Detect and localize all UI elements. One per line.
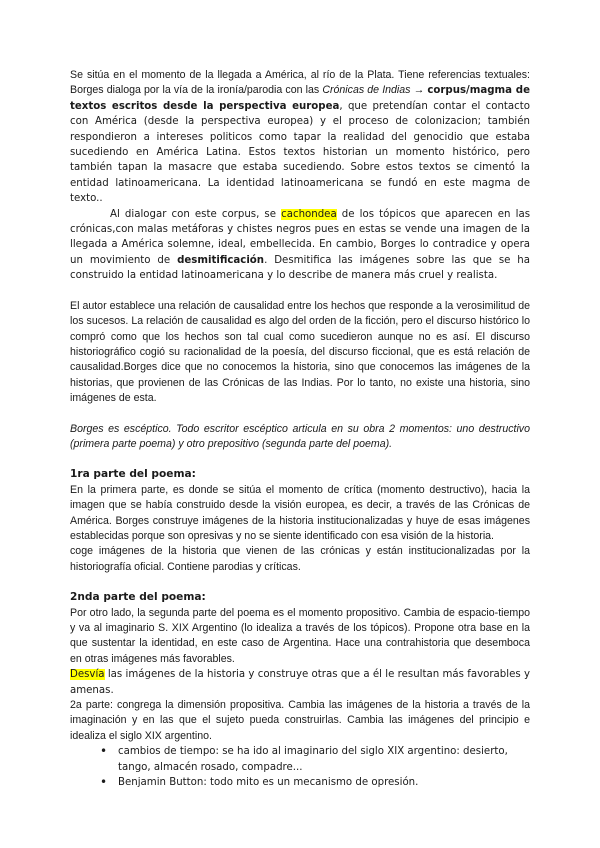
- highlight-cachondea: cachondea: [281, 208, 337, 220]
- paragraph-part1: En la primera parte, es donde se sitúa el momento de crítica (momento destructivo), hacia la imagen que se había construido desde la visión europea, es decir, a través de las Crónicas de América. Borges construye imágenes de la historia institucionalizadas y huye de esas imágenes establecidas porque son opresivas y no se siente identificado con esa visión de la historia.: [70, 483, 530, 542]
- document-page: [70, 68, 530, 790]
- list-item: • cambios de tiempo: se ha ido al imaginario del siglo XIX argentino: desierto, tango, almacén rosado, compadre...: [106, 744, 530, 775]
- section-heading-part1: 1ra parte del poema:: [70, 468, 196, 481]
- paragraph-part2: Por otro lado, la segunda parte del poema es el momento propositivo. Cambia de espacio-tiempo y va al imaginario S. XIX Argentino (lo idealiza a través de los tópicos). Propone otra base en la que sustentar la identidad, en este caso de Argentina. Hace una contrahistoria que desemboca en otras imágenes más favorables.: [70, 606, 530, 665]
- corpus-emphasis: corpus/magma de textos escritos desde la perspectiva europea: [70, 85, 530, 112]
- highlight-desvia: Desvía: [70, 669, 105, 681]
- paragraph-causalidad: El autor establece una relación de causalidad entre los hechos que responde a la verosimilitud de los sucesos. La relación de causalidad es algo del orden de la ficción, pero el discurso histórico lo compró como que los hechos son tal cual como sucedieron aunque no es así. El discurso historiográfico cogió su racionalidad de la poesía, del discurso ficcional, que es está relación de causalidad.Borges dice que no conocemos la historia, sino que conocemos las imágenes de la historias, que provienen de las Crónicas de las Indias. Por lo tanto, no existe una historia, sino imágenes de esta.: [70, 299, 530, 405]
- paragraph-part1-note: coge imágenes de la historia que vienen de las crónicas y están institucionalizadas por la historiografía oficial. Contiene parodias y críticas.: [70, 545, 530, 573]
- desmitificacion-emphasis: desmitificación: [177, 254, 265, 266]
- bullet-list: [70, 744, 530, 790]
- arrow-symbol: →: [410, 84, 428, 97]
- cronicas-title: Crónicas de Indias: [322, 84, 411, 97]
- list-item: • Benjamin Button: todo mito es un mecanismo de opresión.: [106, 775, 530, 790]
- paragraph-dialogue: Al dialogar con este corpus, se cachondea de los tópicos que aparecen en las crónicas,con malas metáforas y chistes negros pues en estas se vende una imagen de la llegada a América solemne, ideal, embellecida. En cambio, Borges lo contradice y opera un movimiento de desmitificación. Desmitifica las imágenes sobre las que se ha construido la entidad latinoamericana y lo describe de manera más cruel y realista.: [70, 208, 530, 282]
- section-heading-part2: 2nda parte del poema:: [70, 591, 206, 604]
- paragraph-desvia: Desvía las imágenes de la historia y construye otras que a él le resultan más favorables y amenas.: [70, 669, 530, 696]
- paragraph-esceptico: Borges es escéptico. Todo escritor escéptico articula en su obra 2 momentos: uno destructivo (primera parte poema) y otro prepositivo (segunda parte del poema).: [70, 422, 530, 450]
- paragraph-part2-note: 2a parte: congrega la dimensión propositiva. Cambia las imágenes de la historia a través de la imaginación y en las que el sujeto pueda construirlas. Cambia las imágenes del principio e idealiza el siglo XIX argentino.: [70, 699, 530, 742]
- paragraph-intro: Se sitúa en el momento de la llegada a América, al río de la Plata. Tiene referencias textuales: Borges dialoga por la vía de la ironía/parodia con las Crónicas de Indias → corpus/magma de textos escritos desde la perspectiva europea, que pretendían contar el contacto con América (desde la perspectiva europea) y el proceso de colonizacion; también respondieron a intereses politicos como tapar la realidad del genocidio que estaba sucediendo en América Latina. Estos textos historian un momento histórico, pero también tapan la masacre que estaba sucediendo. Sobre estos textos se cimentó la entidad latinoamericana. La identidad latinoamericana se fundó en este magma de texto..: [70, 69, 530, 205]
